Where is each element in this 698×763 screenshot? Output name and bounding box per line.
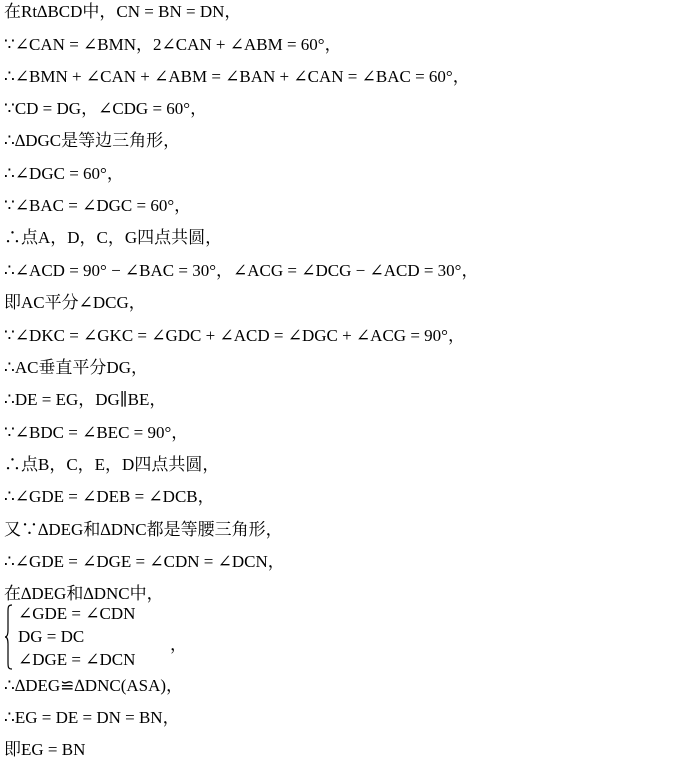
proof-line-18: ∴∠GDE = ∠DGE = ∠CDN = ∠DCN， xyxy=(4,552,285,571)
proof-line-6: ∴∠DGC = 60°， xyxy=(4,164,124,183)
system-row-1: ∠GDE = ∠CDN xyxy=(18,604,136,623)
proof-line-10: 即AC平分∠DCG， xyxy=(4,293,146,312)
proof-line-8: ∴点A，D，C，G四点共圆， xyxy=(4,228,223,247)
proof-line-12: ∴AC垂直平分DG， xyxy=(4,358,148,377)
proof-line-1: 在Rt∆BCD中，CN = BN = DN， xyxy=(4,2,242,21)
proof-line-11: ∵∠DKC = ∠GKC = ∠GDC + ∠ACD = ∠DGC + ∠ACG = 90°， xyxy=(4,326,465,345)
proof-line-5: ∴∆DGC是等边三角形， xyxy=(4,131,181,150)
proof-line-9: ∴∠ACD = 90° − ∠BAC = 30°，∠ACG = ∠DCG − ∠ACD = 30°， xyxy=(4,261,479,280)
proof-line-17: 又∵∆DEG和∆DNC都是等腰三角形， xyxy=(4,520,283,539)
proof-line-4: ∵CD = DG，∠CDG = 60°， xyxy=(4,99,208,118)
proof-line-7: ∵∠BAC = ∠DGC = 60°， xyxy=(4,196,192,215)
proof-line-3: ∴∠BMN + ∠CAN + ∠ABM = ∠BAN + ∠CAN = ∠BAC = 60°， xyxy=(4,67,470,86)
proof-line-14: ∵∠BDC = ∠BEC = 90°， xyxy=(4,423,189,442)
proof-line-16: ∴∠GDE = ∠DEB = ∠DCB， xyxy=(4,487,215,506)
equation-system xyxy=(4,604,204,670)
proof-line-21: ∴EG = DE = DN = BN， xyxy=(4,708,180,727)
proof-line-19: 在∆DEG和∆DNC中， xyxy=(4,584,164,603)
left-brace-icon xyxy=(4,604,14,670)
system-trailing-comma: ， xyxy=(170,635,187,654)
proof-line-20: ∴∆DEG≌∆DNC(ASA)， xyxy=(4,676,184,695)
proof-line-13: ∴DE = EG，DG∥BE， xyxy=(4,390,167,409)
proof-line-2: ∵∠CAN = ∠BMN，2∠CAN + ∠ABM = 60°， xyxy=(4,35,342,54)
system-row-2: DG = DC xyxy=(18,627,85,646)
proof-line-15: ∴点B，C，E，D四点共圆， xyxy=(4,455,220,474)
system-row-3: ∠DGE = ∠DCN xyxy=(18,650,136,669)
proof-line-22: 即EG = BN xyxy=(4,740,86,759)
